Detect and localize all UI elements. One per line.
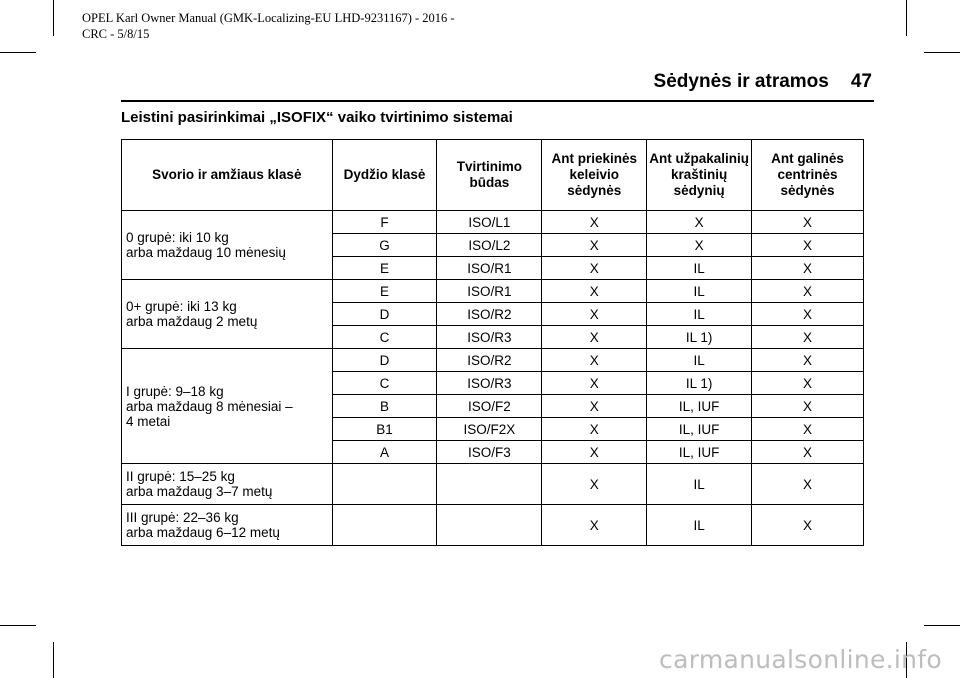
front-cell: X (542, 326, 647, 349)
rear-center-cell: X (752, 372, 864, 395)
front-cell: X (542, 372, 647, 395)
group-label-line: arba maždaug 3–7 metų (126, 484, 273, 499)
fixture-cell: ISO/R2 (437, 303, 542, 326)
fixture-cell: ISO/R3 (437, 372, 542, 395)
size-cell: B (332, 395, 437, 418)
rear-outboard-cell: IL 1) (647, 326, 752, 349)
header-rule (121, 100, 874, 102)
front-cell: X (542, 211, 647, 234)
size-cell: D (332, 303, 437, 326)
rear-center-cell: X (752, 303, 864, 326)
table-row (122, 211, 864, 234)
group-label-cell (122, 464, 333, 505)
fixture-cell (437, 505, 542, 546)
rear-center-cell: X (752, 257, 864, 280)
group-label-line: 0+ grupė: iki 13 kg (126, 299, 237, 314)
front-cell: X (542, 418, 647, 441)
rear-center-cell: X (752, 234, 864, 257)
group-label-line: 4 metai (126, 413, 171, 429)
page-number: 47 (850, 71, 872, 92)
rear-center-cell: X (752, 418, 864, 441)
size-cell: G (332, 234, 437, 257)
table-row (122, 349, 864, 372)
rear-center-cell: X (752, 349, 864, 372)
rear-outboard-cell: IL, IUF (647, 418, 752, 441)
header-front-seat: Ant priekinės keleivio sėdynės (542, 140, 647, 211)
group-label-line: arba maždaug 6–12 metų (126, 525, 280, 540)
rear-outboard-cell: IL (647, 280, 752, 303)
front-cell: X (542, 441, 647, 464)
rear-outboard-cell: IL (647, 349, 752, 372)
crop-mark (924, 625, 960, 626)
fixture-cell: ISO/R1 (437, 257, 542, 280)
front-cell: X (542, 505, 647, 546)
crop-mark (53, 0, 54, 36)
group-label-cell (122, 349, 333, 464)
crop-mark (906, 0, 907, 36)
watermark: carmanualsonline.info (659, 645, 942, 674)
size-cell: F (332, 211, 437, 234)
fixture-cell: ISO/F2X (437, 418, 542, 441)
size-cell (332, 464, 437, 505)
rear-outboard-cell: X (647, 234, 752, 257)
crop-mark (53, 642, 54, 678)
size-cell: E (332, 257, 437, 280)
rear-center-cell: X (752, 326, 864, 349)
rear-center-cell: X (752, 464, 864, 505)
header-fixture: Tvirtinimo būdas (437, 140, 542, 211)
crop-mark (0, 625, 36, 626)
rear-outboard-cell: IL (647, 505, 752, 546)
front-cell: X (542, 280, 647, 303)
rear-outboard-cell: IL (647, 303, 752, 326)
table-row (122, 505, 864, 546)
rear-center-cell: X (752, 211, 864, 234)
isofix-table (121, 139, 864, 546)
group-label-line: I grupė: 9–18 kg (126, 383, 224, 399)
rear-outboard-cell: X (647, 211, 752, 234)
group-label-line: III grupė: 22–36 kg (126, 510, 239, 525)
document-header (82, 10, 455, 42)
rear-outboard-cell: IL (647, 464, 752, 505)
group-label-line: arba maždaug 10 mėnesių (126, 245, 286, 260)
header-weight-class: Svorio ir amžiaus klasė (122, 140, 333, 211)
size-cell: C (332, 372, 437, 395)
table-heading: Leistini pasirinkimai „ISOFIX“ vaiko tvirtinimo sistemai (121, 109, 513, 126)
table-row (122, 464, 864, 505)
group-label-line: arba maždaug 8 mėnesiai – (126, 398, 293, 414)
group-label-line: arba maždaug 2 metų (126, 314, 258, 329)
rear-center-cell: X (752, 441, 864, 464)
crop-mark (0, 52, 36, 53)
group-label-line: 0 grupė: iki 10 kg (126, 230, 229, 245)
group-label-cell (122, 505, 333, 546)
fixture-cell: ISO/L2 (437, 234, 542, 257)
front-cell: X (542, 303, 647, 326)
front-cell: X (542, 349, 647, 372)
header-size-class: Dydžio klasė (332, 140, 437, 211)
crop-mark (924, 52, 960, 53)
section-title: Sėdynės ir atramos (653, 71, 829, 92)
fixture-cell: ISO/F2 (437, 395, 542, 418)
group-label-line: II grupė: 15–25 kg (126, 469, 235, 484)
rear-center-cell: X (752, 505, 864, 546)
rear-center-cell: X (752, 280, 864, 303)
header-rear-outboard: Ant užpakalinių kraštinių sėdynių (647, 140, 752, 211)
rear-outboard-cell: IL, IUF (647, 441, 752, 464)
table-row (122, 280, 864, 303)
fixture-cell: ISO/F3 (437, 441, 542, 464)
rear-outboard-cell: IL, IUF (647, 395, 752, 418)
group-label-cell (122, 211, 333, 280)
fixture-cell: ISO/R3 (437, 326, 542, 349)
fixture-cell: ISO/L1 (437, 211, 542, 234)
document-header-line: OPEL Karl Owner Manual (GMK-Localizing-EU LHD-9231167) - 2016 - (82, 11, 455, 25)
fixture-cell: ISO/R1 (437, 280, 542, 303)
size-cell: C (332, 326, 437, 349)
front-cell: X (542, 257, 647, 280)
section-header (654, 71, 872, 93)
rear-outboard-cell: IL (647, 257, 752, 280)
group-label-cell (122, 280, 333, 349)
size-cell: A (332, 441, 437, 464)
fixture-cell (437, 464, 542, 505)
size-cell: E (332, 280, 437, 303)
size-cell: B1 (332, 418, 437, 441)
table-header-row (122, 140, 864, 211)
fixture-cell: ISO/R2 (437, 349, 542, 372)
size-cell: D (332, 349, 437, 372)
front-cell: X (542, 464, 647, 505)
front-cell: X (542, 395, 647, 418)
document-header-line: CRC - 5/8/15 (82, 27, 150, 41)
header-rear-center: Ant galinės centrinės sėdynės (752, 140, 864, 211)
size-cell (332, 505, 437, 546)
rear-center-cell: X (752, 395, 864, 418)
rear-outboard-cell: IL 1) (647, 372, 752, 395)
front-cell: X (542, 234, 647, 257)
